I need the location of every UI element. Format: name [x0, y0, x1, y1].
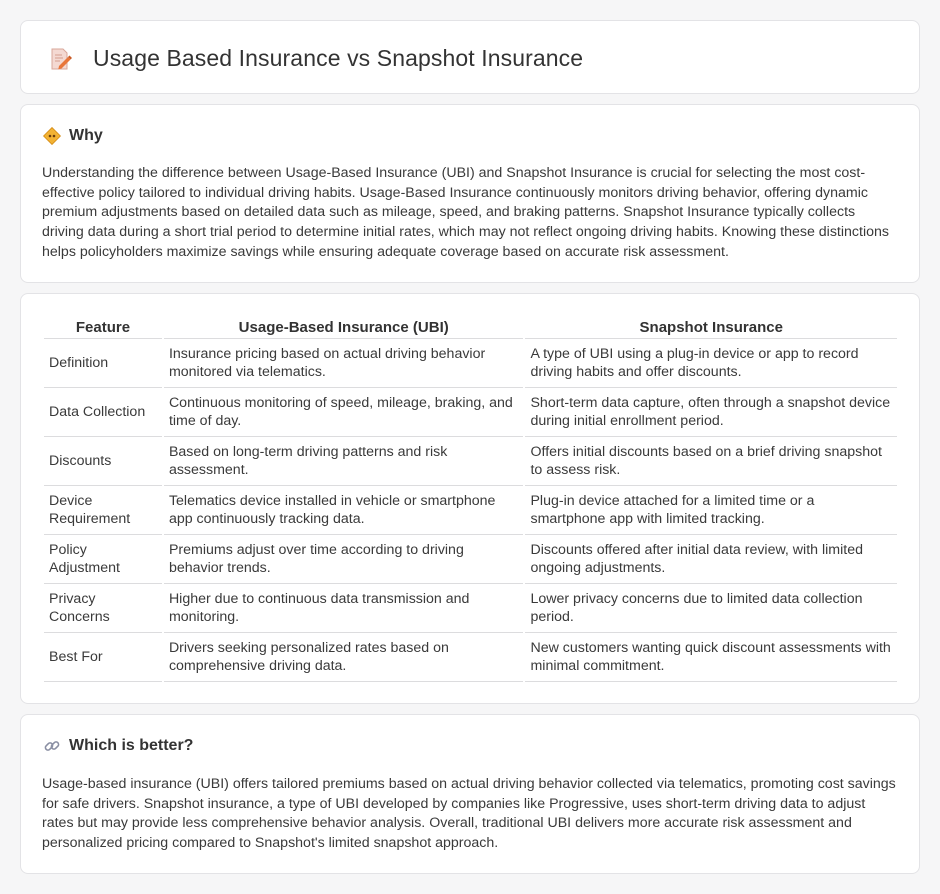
ubi-cell: Telematics device installed in vehicle or smartphone app continuously tracking data. [164, 486, 524, 535]
document-pencil-icon [47, 46, 73, 72]
snapshot-cell: Short-term data capture, often through a snapshot device during initial enrollment period. [525, 388, 897, 437]
table-row [44, 437, 897, 486]
feature-cell: Privacy Concerns [44, 584, 162, 633]
header-snapshot: Snapshot Insurance [525, 315, 897, 339]
page-title: Usage Based Insurance vs Snapshot Insurance [93, 45, 584, 71]
title-card [20, 20, 920, 94]
table-row [44, 388, 897, 437]
feature-cell: Discounts [44, 437, 162, 486]
which-better-section [20, 714, 920, 874]
table-header-row [44, 315, 897, 339]
why-heading: Why [69, 127, 103, 144]
comparison-section [20, 293, 920, 704]
feature-cell: Data Collection [44, 388, 162, 437]
road-sign-icon [43, 127, 61, 145]
table-row [44, 486, 897, 535]
better-heading-row [43, 737, 193, 755]
snapshot-cell: New customers wanting quick discount assessments with minimal commitment. [525, 633, 897, 682]
ubi-cell: Drivers seeking personalized rates based on comprehensive driving data. [164, 633, 524, 682]
snapshot-cell: Offers initial discounts based on a brief driving snapshot to assess risk. [525, 437, 897, 486]
ubi-cell: Higher due to continuous data transmission and monitoring. [164, 584, 524, 633]
snapshot-cell: Plug-in device attached for a limited time or a smartphone app with limited tracking. [525, 486, 897, 535]
why-text: Understanding the difference between Usage-Based Insurance (UBI) and Snapshot Insurance is crucial for selecting the most cost-effective policy tailored to individual driving habits. Usage-Based Insurance continuously monitors driving behavior, offering dynamic premium adjustments based on detailed data such as mileage, speed, and braking patterns. Snapshot Insurance typically collects driving data during a short trial period to determine initial rates, which may not reflect ongoing driving habits. Knowing these distinctions helps policyholders maximize savings while ensuring adequate coverage based on accurate risk assessment. [42, 165, 889, 260]
link-icon [43, 737, 61, 755]
snapshot-cell: Discounts offered after initial data review, with limited ongoing adjustments. [525, 535, 897, 584]
why-section [20, 104, 920, 283]
why-heading-row [43, 127, 103, 145]
ubi-cell: Insurance pricing based on actual driving behavior monitored via telematics. [164, 339, 524, 388]
ubi-cell: Based on long-term driving patterns and risk assessment. [164, 437, 524, 486]
feature-cell: Device Requirement [44, 486, 162, 535]
feature-cell: Best For [44, 633, 162, 682]
snapshot-cell: A type of UBI using a plug-in device or app to record driving habits and offer discounts. [525, 339, 897, 388]
ubi-cell: Continuous monitoring of speed, mileage, braking, and time of day. [164, 388, 524, 437]
ubi-cell: Premiums adjust over time according to driving behavior trends. [164, 535, 524, 584]
header-ubi: Usage-Based Insurance (UBI) [164, 315, 524, 339]
snapshot-cell: Lower privacy concerns due to limited data collection period. [525, 584, 897, 633]
title-row [47, 45, 583, 72]
header-feature: Feature [44, 315, 162, 339]
feature-cell: Definition [44, 339, 162, 388]
table-row [44, 633, 897, 682]
better-text: Usage-based insurance (UBI) offers tailored premiums based on actual driving behavior collected via telematics, promoting cost savings for safe drivers. Snapshot insurance, a type of UBI developed by companies like Progressive, uses short-term driving data to adjust rates but may provide less comprehensive behavior analysis. Overall, traditional UBI delivers more accurate risk assessment and personalized pricing compared to Snapshot's limited snapshot approach. [42, 776, 896, 852]
comparison-table [42, 315, 899, 682]
better-heading: Which is better? [69, 737, 194, 754]
table-row [44, 584, 897, 633]
table-row [44, 339, 897, 388]
feature-cell: Policy Adjustment [44, 535, 162, 584]
table-row [44, 535, 897, 584]
